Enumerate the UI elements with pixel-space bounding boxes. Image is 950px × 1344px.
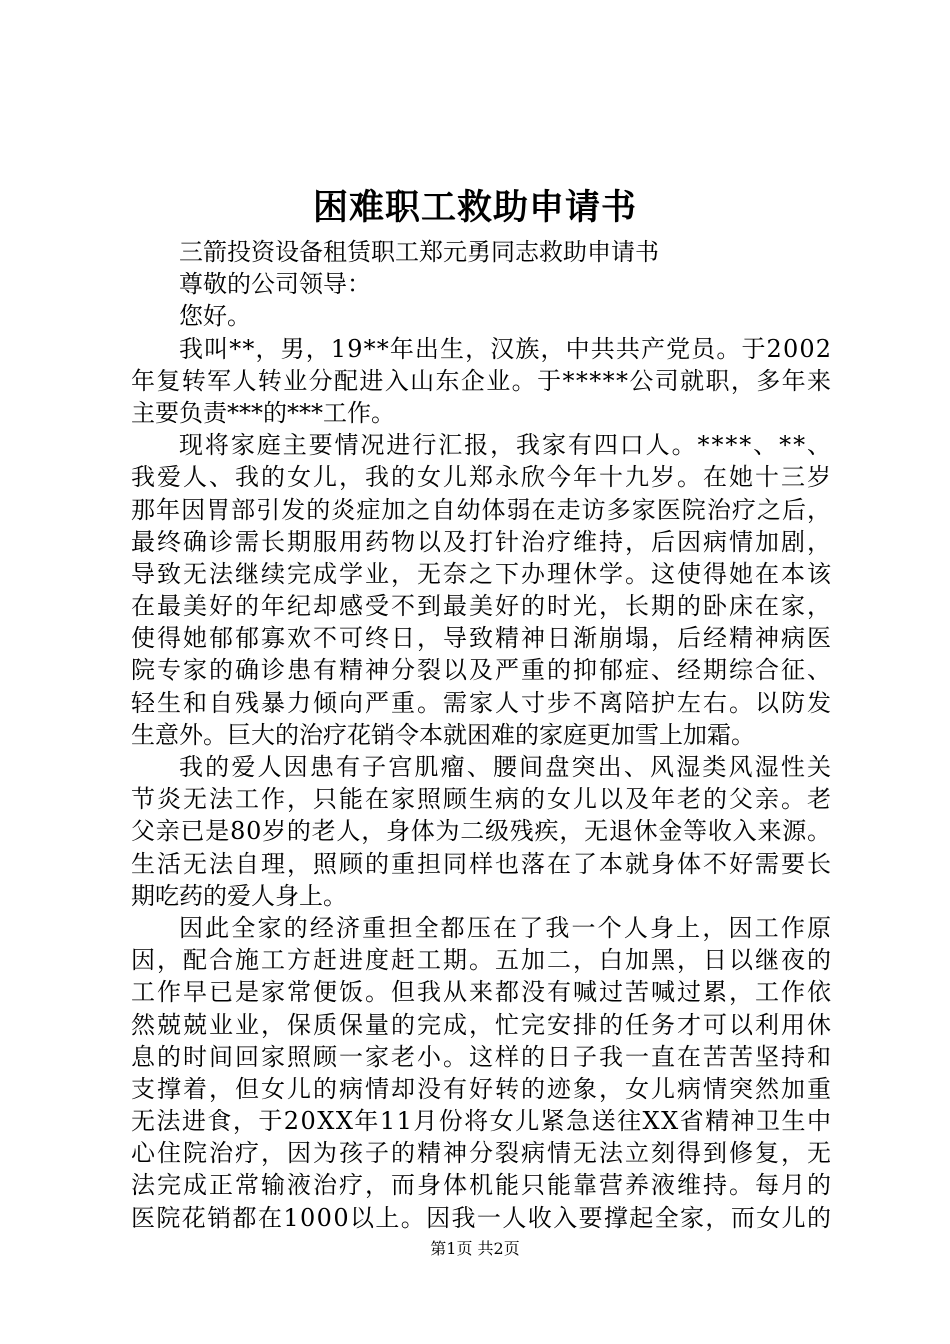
body-line: 我爱人、我的女儿，我的女儿郑永欣今年十九岁。在她十三岁 [131,463,833,492]
body-line: 年复转军人转业分配进入山东企业。于*****公司就职，多年来 [131,366,833,395]
body-line: 因，配合施工方赶进度赶工期。五加二，白加黑，日以继夜的 [131,946,833,975]
body-line: 您好。 [179,302,251,331]
body-line: 三箭投资设备租赁职工郑元勇同志救助申请书 [179,238,659,266]
body-line: 现将家庭主要情况进行汇报，我家有四口人。****、**、 [179,431,833,460]
body-line: 主要负责***的***工作。 [131,398,395,427]
body-line: 生活无法自理，照顾的重担同样也落在了本就身体不好需要长 [131,849,833,878]
body-line: 轻生和自残暴力倾向严重。需家人寸步不离陪护左右。以防发 [131,688,833,717]
body-line: 节炎无法工作，只能在家照顾生病的女儿以及年老的父亲。老 [131,785,833,814]
body-line: 最终确诊需长期服用药物以及打针治疗维持，后因病情加剧， [131,527,833,556]
body-line: 生意外。巨大的治疗花销令本就困难的家庭更加雪上加霜。 [131,720,755,749]
body-line: 使得她郁郁寡欢不可终日，导致精神日渐崩塌，后经精神病医 [131,624,833,653]
body-line: 法完成正常输液治疗，而身体机能只能靠营养液维持。每月的 [131,1171,833,1200]
body-line: 院专家的确诊患有精神分裂以及严重的抑郁症、经期综合征、 [131,656,833,685]
body-line: 我叫**，男，19**年出生，汉族，中共共产党员。于2002 [179,334,833,363]
body-line: 心住院治疗，因为孩子的精神分裂病情无法立刻得到修复，无 [131,1139,833,1168]
body-line: 期吃药的爱人身上。 [131,881,347,910]
body-line: 因此全家的经济重担全都压在了我一个人身上，因工作原 [179,913,834,942]
page-footer: 第1页 共2页 [430,1239,520,1258]
body-line: 我的爱人因患有子宫肌瘤、腰间盘突出、风湿类风湿性关 [179,753,834,781]
body-line: 在最美好的年纪却感受不到最美好的时光，长期的卧床在家， [131,592,833,621]
body-line: 尊敬的公司领导： [179,270,371,299]
document-title: 困难职工救助申请书 [312,187,637,228]
body-line: 父亲已是80岁的老人，身体为二级残疾，无退休金等收入来源。 [131,817,832,846]
document-body [131,236,834,1234]
body-line: 工作早已是家常便饭。但我从来都没有喊过苦喊过累，工作依 [131,978,833,1007]
body-line: 那年因胃部引发的炎症加之自幼体弱在走访多家医院治疗之后， [131,495,833,524]
body-line: 医院花销都在1000以上。因我一人收入要撑起全家，而女儿的 [131,1203,833,1232]
body-line: 支撑着，但女儿的病情却没有好转的迹象，女儿病情突然加重 [131,1074,833,1103]
body-line: 无法进食，于20XX年11月份将女儿紧急送往XX省精神卫生中 [131,1107,833,1136]
body-line: 然兢兢业业，保质保量的完成，忙完安排的任务才可以利用休 [131,1010,833,1039]
body-line: 息的时间回家照顾一家老小。这样的日子我一直在苦苦坚持和 [131,1042,833,1071]
body-line: 导致无法继续完成学业，无奈之下办理休学。这使得她在本该 [131,559,833,588]
